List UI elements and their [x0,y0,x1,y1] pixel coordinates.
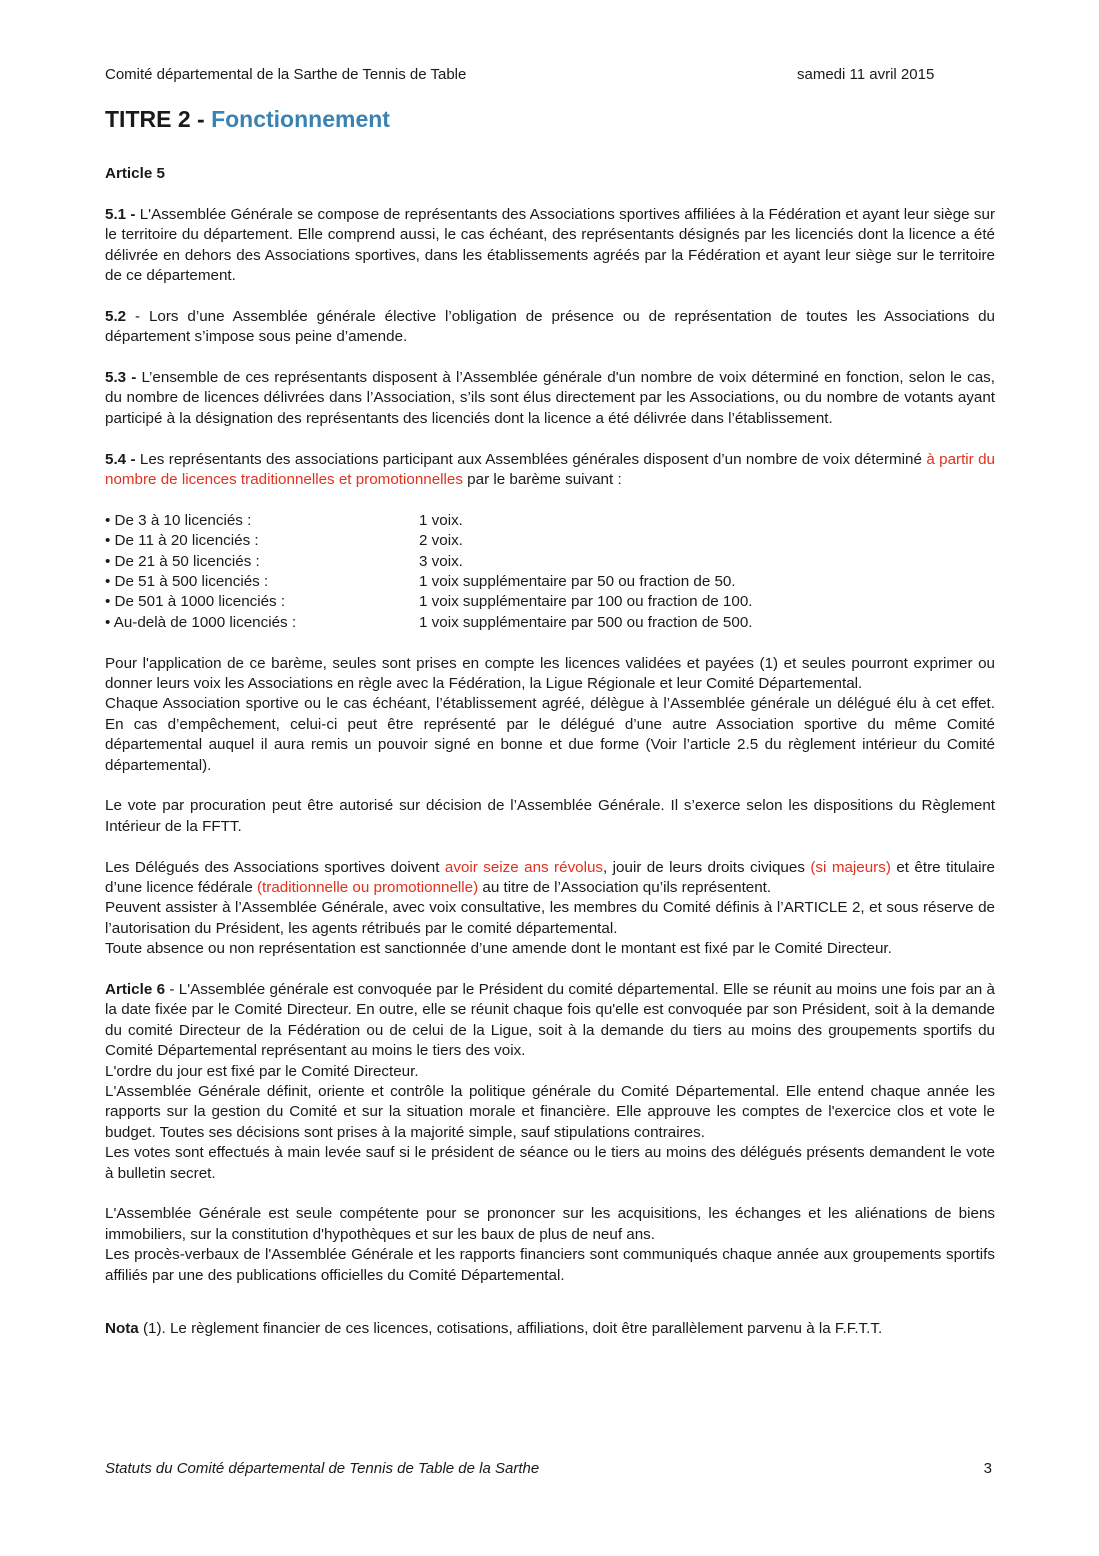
paragraph-delegue: Chaque Association sportive ou le cas échéant, l’établissement agréé, délègue à l’Assemblée générale un délégué élu à cet effet. En cas d’empêchement, celui-ci peut être représenté par le délégué d’une autre Association sportive du même Comité départemental auquel il aura remis un pouvoir signé en bonne et due forme (Voir l’article 2.5 du règlement intérieur du Comité départemental). [105,695,995,774]
article-5-heading: Article 5 [105,165,165,182]
paragraph-application: Pour l'application de ce barème, seules sont prises en compte les licences validées et payées (1) et seules pourront exprimer ou donner leurs voix les Associations en règle avec la Fédération, la Ligue Régionale et leur Comité Départemental. [105,654,995,692]
article-6-paragraph-3: L'Assemblée Générale définit, oriente et contrôle la politique générale du Comité Départemental. Elle entend chaque année les rapports sur la gestion du Comité et sur la situation morale et financière. Elle approuve les comptes de l'exercice clos et vote le budget. Toutes ses décisions sont prises à la majorité simple, sauf stipulations contraires. [105,1083,995,1141]
paragraph-delegues: Les Délégués des Associations sportives doivent avoir seize ans révolus, jouir de leurs droits civiques (si majeurs) et être titulaire d’une licence fédérale (traditionnelle ou promotionnelle) au titre de l’Association qu’ils représentent. [105,858,995,896]
article-6-paragraph-1: Article 6 - L'Assemblée générale est convoquée par le Président du comité départemental. Elle se réunit au moins une fois par an à la date fixée par le Comité Directeur. En outre, elle se réunit chaque fois qu'elle est convoquée par son Président, soit à la demande du comité Directeur de la Fédération ou de celui de la Ligue, soit à la demande du tiers au moins des groupements sportifs du Comité Départemental représentant au moins le tiers des voix. [105,981,995,1060]
running-footer [105,1460,995,1477]
bareme-row: • Au-delà de 1000 licenciés : 1 voix supplémentaire par 500 ou fraction de 500. [105,613,753,631]
bareme-row: • De 11 à 20 licenciés : 2 voix. [105,532,463,550]
bareme-row: • De 21 à 50 licenciés : 3 voix. [105,552,463,570]
header-organization: Comité départemental de la Sarthe de Tennis de Table [105,66,467,83]
article-6-paragraph-6: Les procès-verbaux de l'Assemblée Générale et les rapports financiers sont communiqués chaque année aux groupements sportifs affiliés par une des publications officielles du Comité Départemental. [105,1246,995,1284]
paragraph-assister: Peuvent assister à l’Assemblée Générale, avec voix consultative, les membres du Comité définis à l’ARTICLE 2, et sous réserve de l’autorisation du Président, les agents rétribués par le comité départemental. [105,899,995,937]
nota: Nota (1). Le règlement financier de ces licences, cotisations, affiliations, doit être parallèlement parvenu à la F.F.T.T. [105,1320,883,1338]
article-6-paragraph-2: L'ordre du jour est fixé par le Comité Directeur. [105,1062,419,1080]
paragraph-5-1: 5.1 - L'Assemblée Générale se compose de représentants des Associations sportives affiliées à la Fédération et ayant leur siège sur le territoire du département. Elle comprend aussi, le cas échéant, des représentants désignés par les licenciés dont la licence a été délivrée en dehors des Associations sportives, dans les établissements agréés par la Fédération et ayant leur siège sur le territoire de ce département. [105,205,995,285]
footer-title: Statuts du Comité départemental de Tennis de Table de la Sarthe [105,1460,540,1477]
title-prefix: TITRE 2 - [105,106,212,132]
paragraph-vote-procuration: Le vote par procuration peut être autorisé sur décision de l’Assemblée Générale. Il s’exerce selon les dispositions du Règlement Intérieur de la FFTT. [105,797,995,835]
header-date: samedi 11 avril 2015 [797,66,935,83]
article-6-paragraph-5: L'Assemblée Générale est seule compétente pour se prononcer sur les acquisitions, les échanges et les aliénations de biens immobiliers, sur la constitution d'hypothèques et sur les baux de plus de neuf ans. [105,1205,995,1243]
bareme-list [105,511,995,633]
page-number: 3 [983,1460,992,1477]
article-6-paragraph-4: Les votes sont effectués à main levée sauf si le président de séance ou le tiers au moins des délégués présents demandent le vote à bulletin secret. [105,1144,995,1182]
highlight-licences: à partir du nombre de licences traditionnelles et promotionnelles [105,450,995,489]
bareme-row: • De 3 à 10 licenciés : 1 voix. [105,511,463,529]
paragraph-5-3: 5.3 - L’ensemble de ces représentants disposent à l’Assemblée générale d'un nombre de voix déterminé en fonction, selon le cas, du nombre de licences délivrées dans l’Association, s’ils sont élus directement par les Associations, ou du nombre de votants ayant participé à la désignation des représentants des licenciés dont la licence a été délivrée dans l’établissement. [105,369,995,427]
paragraph-5-4: 5.4 - Les représentants des associations participant aux Assemblées générales disposent d’un nombre de voix déterminé à partir du nombre de licences traditionnelles et promotionnelles par le barème suivant : [105,450,995,489]
paragraph-absence: Toute absence ou non représentation est sanctionnée d’une amende dont le montant est fixé par le Comité Directeur. [105,940,892,958]
title-accent: Fonctionnement [211,106,390,132]
bareme-row: • De 51 à 500 licenciés : 1 voix supplémentaire par 50 ou fraction de 50. [105,573,736,590]
page-title [105,106,390,133]
paragraph-5-2: 5.2 - Lors d’une Assemblée générale élective l’obligation de présence ou de représentation de toutes les Associations du département s’impose sous peine d’amende. [105,307,995,346]
document-body [105,164,995,1340]
bareme-row: • De 501 à 1000 licenciés : 1 voix supplémentaire par 100 ou fraction de 100. [105,593,753,611]
